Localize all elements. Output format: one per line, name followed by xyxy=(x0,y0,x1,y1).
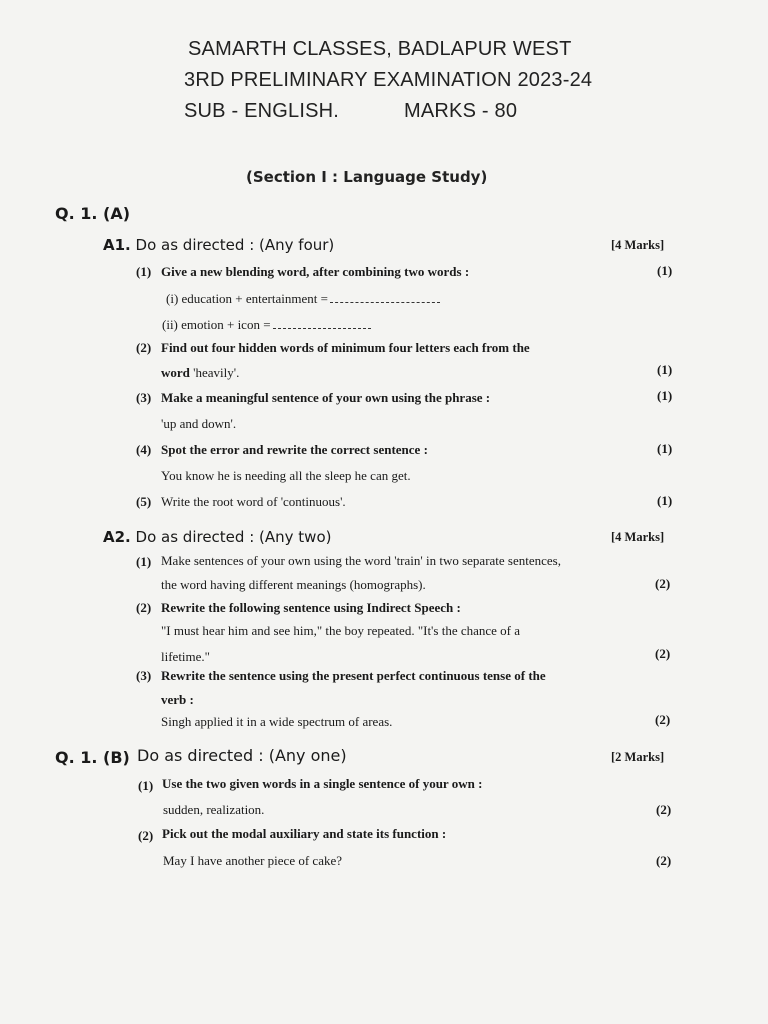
item-score: (2) xyxy=(655,576,671,591)
school-name: SAMARTH CLASSES, BADLAPUR WEST xyxy=(188,38,572,60)
total-marks: MARKS - 80 xyxy=(404,100,518,122)
item-number: (1) xyxy=(136,554,152,569)
item-number: (2) xyxy=(136,600,152,615)
a2-marks: [4 Marks] xyxy=(611,530,665,544)
blend-prompt-2: (ii) emotion + icon = xyxy=(162,317,271,332)
item-text: Write the root word of 'continuous'. xyxy=(161,494,346,509)
item-score: (2) xyxy=(656,853,672,868)
a2-title: Do as directed : (Any two) xyxy=(135,528,332,546)
item-number: (3) xyxy=(136,390,152,405)
item-number: (1) xyxy=(136,264,152,279)
item-number: (2) xyxy=(136,340,152,355)
question-label: Q. 1. (A) xyxy=(55,204,131,223)
item-score: (1) xyxy=(657,388,673,403)
blend-prompt-1: (i) education + entertainment = xyxy=(166,291,328,306)
a1-heading xyxy=(103,236,334,254)
item-text-cont: sudden, realization. xyxy=(163,802,265,817)
item-text: Rewrite the following sentence using Indirect Speech : xyxy=(161,600,461,615)
item-text: Make sentences of your own using the word 'train' in two separate sentences, xyxy=(161,553,561,568)
item-text-cont: May I have another piece of cake? xyxy=(163,853,343,868)
item-number: (2) xyxy=(138,828,154,843)
item-score: (1) xyxy=(657,493,673,508)
item-number: (3) xyxy=(136,668,152,683)
item-text-word: word xyxy=(161,365,190,380)
item-text-cont: verb : xyxy=(161,692,194,707)
item-text-cont xyxy=(161,365,239,381)
item-text: Rewrite the sentence using the present perfect continuous tense of the xyxy=(161,668,546,683)
item-text-cont: 'up and down'. xyxy=(161,416,237,431)
item-text: Give a new blending word, after combining two words : xyxy=(161,264,470,279)
a2-heading xyxy=(103,528,331,546)
item-text: Make a meaningful sentence of your own using the phrase : xyxy=(161,390,491,405)
answer-blank xyxy=(330,292,440,303)
blend-item-2 xyxy=(162,317,371,333)
q1b-title: Do as directed : (Any one) xyxy=(137,746,347,765)
item-number: (5) xyxy=(136,494,152,509)
item-text: Spot the error and rewrite the correct sentence : xyxy=(161,442,428,457)
question-label: Q. 1. (B) xyxy=(55,748,130,767)
a1-label: A1. xyxy=(103,236,131,254)
item-score: (1) xyxy=(657,263,673,278)
item-text: Find out four hidden words of minimum four letters each from the xyxy=(161,340,530,355)
item-text: Pick out the modal auxiliary and state its function : xyxy=(162,826,447,841)
q1b-marks: [2 Marks] xyxy=(611,750,665,764)
item-score: (2) xyxy=(655,712,671,727)
exam-title: 3RD PRELIMINARY EXAMINATION 2023-24 xyxy=(184,69,593,91)
section-title: (Section I : Language Study) xyxy=(246,168,488,186)
item-text-cont: "I must hear him and see him," the boy repeated. "It's the chance of a xyxy=(161,623,521,638)
item-text: Use the two given words in a single sentence of your own : xyxy=(162,776,483,791)
a2-label: A2. xyxy=(103,528,131,546)
a1-title: Do as directed : (Any four) xyxy=(135,236,335,254)
a1-marks: [4 Marks] xyxy=(611,238,665,252)
item-score: (2) xyxy=(655,646,671,661)
item-number: (1) xyxy=(138,778,154,793)
item-text-cont: You know he is needing all the sleep he can get. xyxy=(161,468,411,483)
item-score: (2) xyxy=(656,802,672,817)
item-score: (1) xyxy=(657,362,673,377)
subject-label: SUB - ENGLISH. xyxy=(184,100,340,122)
item-text-quote: 'heavily'. xyxy=(193,365,240,380)
item-text-cont: lifetime." xyxy=(161,649,210,664)
answer-blank xyxy=(273,318,371,329)
item-text-cont: the word having different meanings (homographs). xyxy=(161,577,426,592)
item-number: (4) xyxy=(136,442,152,457)
item-text-cont: Singh applied it in a wide spectrum of areas. xyxy=(161,714,393,729)
blend-item-1 xyxy=(166,291,440,307)
item-score: (1) xyxy=(657,441,673,456)
